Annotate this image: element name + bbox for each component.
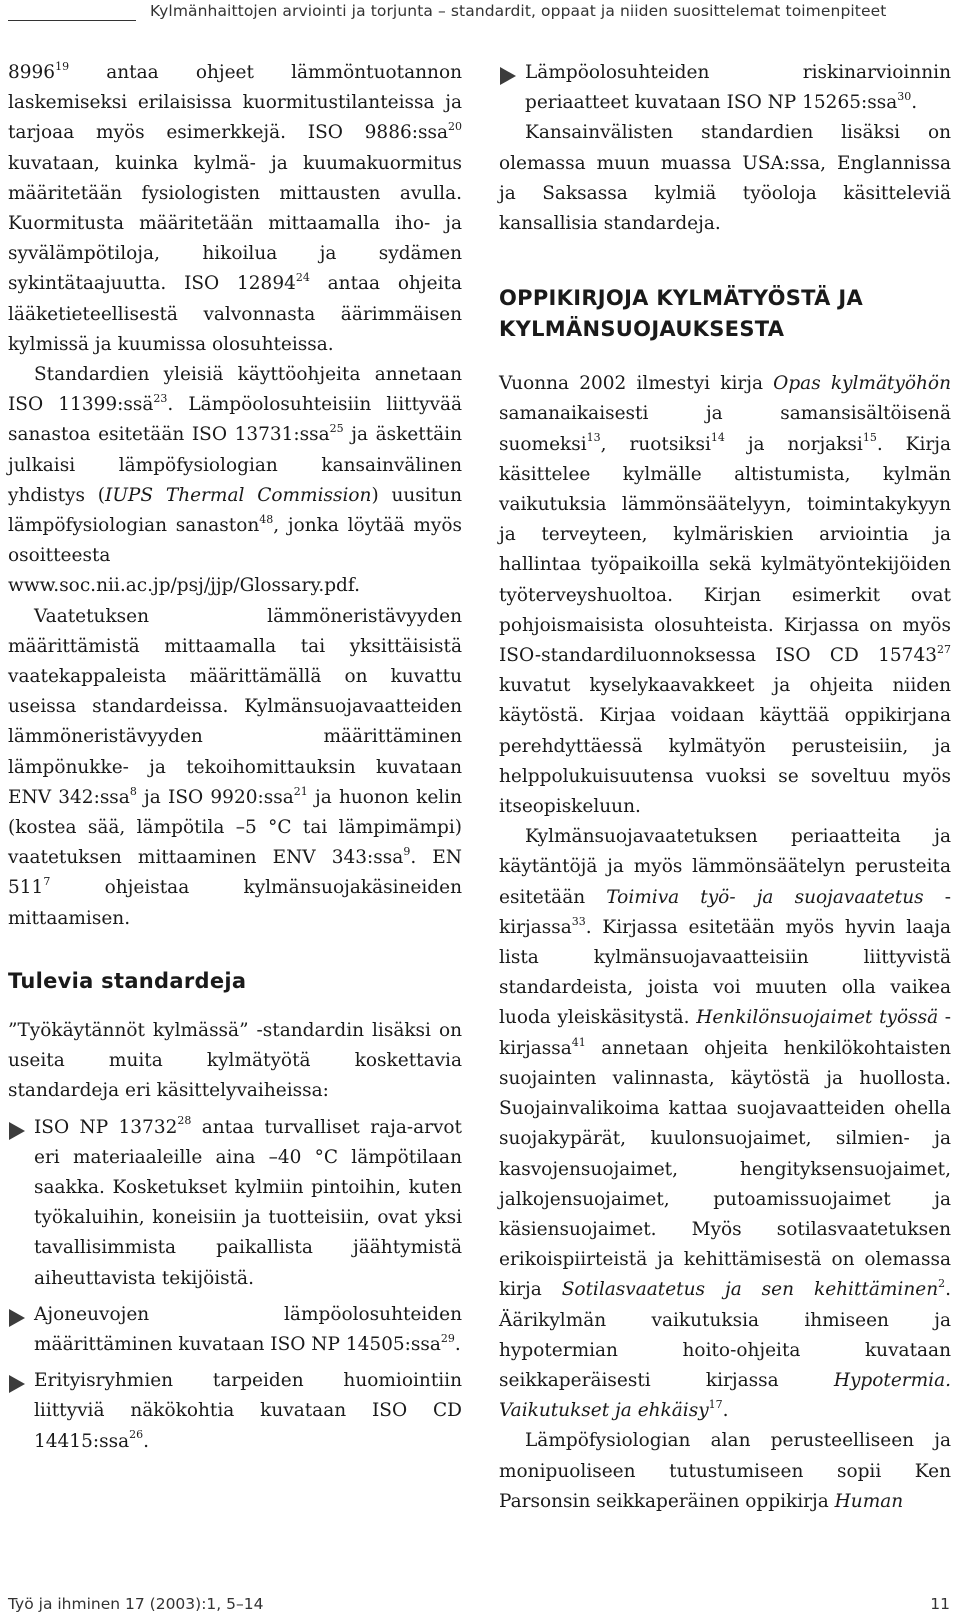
running-header: Kylmänhaittojen arviointi ja torjunta – standardit, oppaat ja niiden suosittelemat toimenpiteet [150,2,887,20]
bullet-item: Lämpöolosuhteiden riskinarvioinnin periaatteet kuvataan ISO NP 15265:ssa$^{30}$. [499,58,951,118]
bullet-arrow-icon [9,1122,25,1140]
section-heading: Tulevia standardeja [8,968,247,993]
footer-journal: Työ ja ihminen 17 (2003):1, 5–14 [8,1595,264,1613]
right-column [499,58,951,1517]
bullet-item: ISO NP 13732$^{28}$ antaa turvalliset raja-arvot eri materiaaleille aina –40 °C lämpötilaan saakka. Kosketukset kylmiin pintoihin, kuten työkaluihin, koneisiin ja tuotteisiin, ovat yksi tavallisimmista paikallista jäähtymistä aiheuttavista tekijöistä. [8,1113,462,1294]
bullet-item: Erityisryhmien tarpeiden huomiointiin liittyviä näkökohtia kuvataan ISO CD 14415:ssa$^{26}$. [8,1366,462,1457]
left-column [8,58,462,1457]
paragraph: Kylmänsuojavaatetuksen periaatteita ja käytäntöjä ja myös lämmönsäätelyn perusteita esitetään Toimiva työ- ja suojavaatetus -kirjassa$^{33}$. Kirjassa esitetään myös hyvin laaja lista kylmänsuojavaatteisiin liittyvistä standardeista, joista voi muuten olla vaikea luoda yleiskäsitystä. Henkilönsuojaimet työssä -kirjassa$^{41}$ annetaan ohjeita henkilökohtaisten suojainten valinnasta, käytöstä ja huollosta. Suojainvalikoima kattaa suojavaatteiden ohella suojakypärät, kuulonsuojaimet, silmien- ja kasvojensuojaimet, hengityksensuojaimet, jalkojensuojaimet, putoamissuojaimet ja käsiensuojaimet. Myös sotilasvaatetuksen erikoispiirteistä ja kehittämisestä on olemassa kirja Sotilasvaatetus ja sen kehittäminen$^2$. Äärikylmän vaikutuksia ihmiseen ja hypotermian hoito-ohjeita kuvataan seikkaperäisesti kirjassa Hypotermia. Vaikutukset ja ehkäisy$^{17}$. [499,826,951,1422]
paragraph: ”Työkäytännöt kylmässä” -standardin lisäksi on useita muita kylmätyötä koskettavia standardeja eri käsittelyvaiheissa: [8,1019,462,1102]
bullet-arrow-icon [9,1309,25,1327]
paragraph: Lämpöfysiologian alan perusteelliseen ja monipuoliseen tutustumiseen sopii Ken Parsonsin seikkaperäinen oppikirja Human [499,1430,951,1512]
bullet-item: Ajoneuvojen lämpöolosuhteiden määrittäminen kuvataan ISO NP 14505:ssa$^{29}$. [8,1300,462,1360]
bullet-arrow-icon [500,67,516,85]
paragraph: Vuonna 2002 ilmestyi kirja Opas kylmätyöhön samanaikaisesti ja samansisältöisenä suomeksi$^{13}$, ruotsiksi$^{14}$ ja norjaksi$^{15}$. Kirja käsittelee kylmälle altistumista, kylmän vaikutuksia lämmönsäätelyyn, toimintakykyyn ja terveyteen, kylmäriskien arviointia ja hallintaa työpaikoilla sekä kylmätyöntekijöiden työterveyshuoltoa. Kirjan esimerkit ovat pohjoismaisista olosuhteista. Kirjassa on myös ISO-standardiluonnoksessa ISO CD 15743$^{27}$ kuvatut kyselykaavakkeet ja ohjeita niiden käytöstä. Kirjaa voidaan käyttää oppikirjana perehdyttäessä kylmätyön perusteisiin, ja helppolukuisuutensa vuoksi se soveltuu myös itseopiskeluun. [499,373,952,818]
paragraph: Vaatetuksen lämmöneristävyyden määrittämistä mittaamalla tai yksittäisistä vaatekappaleista määrittämällä on kuvattu useissa standardeissa. Kylmänsuojavaatteiden lämmöneristävyyden määrittäminen lämpönukke- ja tekoihomittauksin kuvataan ENV 342:ssa$^8$ ja ISO 9920:ssa$^{21}$ ja huonon kelin (kostea sää, lämpötila –5 °C tai lämpimämpi) vaatetuksen mittaaminen ENV 343:ssa$^9$. EN $511^7$ ohjeistaa kylmänsuojakäsineiden mittaamisen. [8,605,463,929]
paragraph: Standardien yleisiä käyttöohjeita annetaan ISO 11399:ssä$^{23}$. Lämpöolosuhteisiin liittyvää sanastoa esitetään ISO 13731:ssa$^{25}$ ja äskettäin julkaisi lämpöfysiologian kansainvälinen yhdistys (IUPS Thermal Commission) uusitun lämpöfysiologian sanaston$^{48}$, jonka löytää myös osoitteesta www.soc.nii.ac.jp/psj/jjp/Glossary.pdf. [8,364,462,597]
bullet-arrow-icon [9,1375,25,1393]
paragraph: Kansainvälisten standardien lisäksi on olemassa muun muassa USA:ssa, Englannissa ja Saksassa kylmiä työoloja käsitteleviä kansallisia standardeja. [499,122,951,235]
page-number: 11 [930,1595,950,1613]
paragraph: 8996$^{19}$ antaa ohjeet lämmöntuotannon laskemiseksi erilaisissa kuormitustilanteissa ja tarjoaa myös esimerkkejä. ISO 9886:ssa$^{20}$ kuvataan, kuinka kylmä- ja kuumakuormitus määritetään fysiologisten mittausten avulla. Kuormitusta määritetään mittaamalla iho- ja syvälämpötiloja, hikoilua ja sydämen sykintätaajuutta. ISO 12894$^{24}$ antaa ohjeita lääketieteellisestä valvonnasta äärimmäisen kylmissä ja kuumissa olosuhteissa. [8,59,462,355]
section-heading: OPPIKIRJOJA KYLMÄTYÖSTÄ JA KYLMÄNSUOJAUKSESTA [499,286,864,342]
header-rule [8,20,136,21]
